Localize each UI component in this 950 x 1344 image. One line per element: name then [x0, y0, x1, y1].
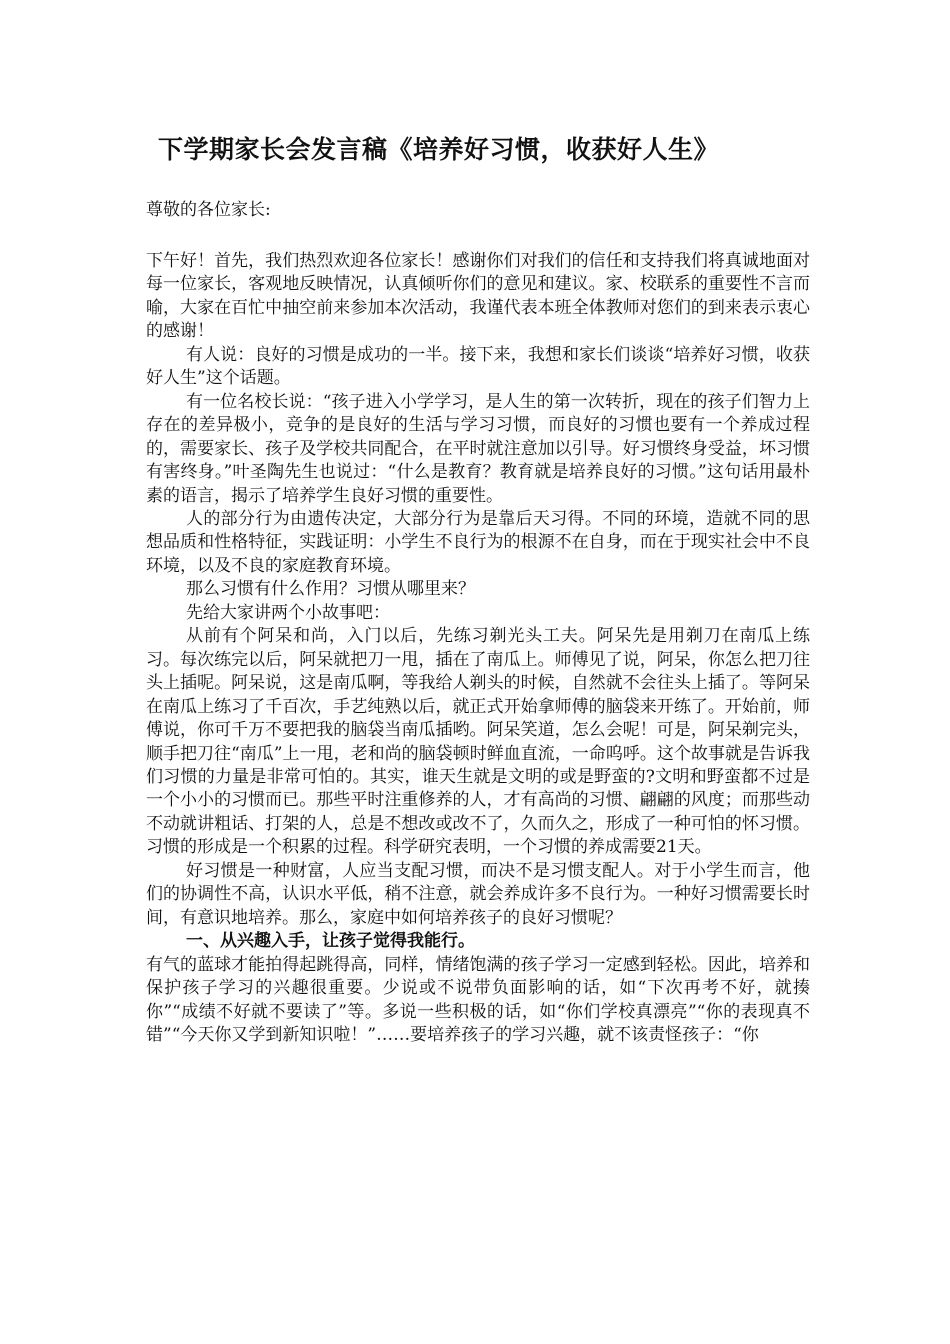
paragraph: 好习惯是一种财富，人应当支配习惯，而决不是习惯支配人。对于小学生而言，他们的协调性不高，认识水平低，稍不注意，就会养成许多不良行为。一种好习惯需要长时间，有意识地培养。那么，家庭中如何培养孩子的良好习惯呢？	[146, 860, 810, 928]
document-page	[146, 132, 810, 1047]
document-title: 下学期家长会发言稿《培养好习惯，收获好人生》	[158, 135, 720, 164]
salutation: 尊敬的各位家长:	[146, 200, 271, 220]
paragraph: 那么习惯有什么作用？习惯从哪里来？	[186, 579, 475, 600]
paragraph: 下午好！首先，我们热烈欢迎各位家长！感谢你们对我们的信任和支持我们将真诚地面对每一位家长，客观地反映情况，认真倾听你们的意见和建议。家、校联系的重要性不言而喻，大家在百忙中抽空前来参加本次活动，我谨代表本班全体教师对您们的到来表示衷心的感谢！	[146, 251, 810, 342]
paragraph: 从前有个阿呆和尚，入门以后，先练习剃光头工夫。阿呆先是用剃刀在南瓜上练习。每次练完以后，阿呆就把刀一甩，插在了南瓜上。师傅见了说，阿呆，你怎么把刀往头上插呢。阿呆说，这是南瓜啊，等我给人剃头的时候，自然就不会往头上插了。等阿呆在南瓜上练习了千百次，手艺纯熟以后，就正式开始拿师傅的脑袋来开练了。开始前，师傅说，你可千万不要把我的脑袋当南瓜插哟。阿呆笑道，怎么会呢！可是，阿呆剃完头，顺手把刀往“南瓜”上一甩，老和尚的脑袋顿时鲜血直流，一命呜呼。这个故事就是告诉我们习惯的力量是非常可怕的。其实，谁天生就是文明的或是野蛮的?文明和野蛮都不过是一个小小的习惯而已。那些平时注重修养的人，才有高尚的习惯、翩翩的风度；而那些动不动就讲粗话、打架的人，总是不想改或改不了，久而久之，形成了一种可怕的怀习惯。习惯的形成是一个积累的过程。科学研究表明，一个习惯的养成需要21天。	[146, 626, 810, 858]
paragraph: 人的部分行为由遗传决定，大部分行为是靠后天习得。不同的环境，造就不同的思想品质和性格特征，实践证明：小学生不良行为的根源不在自身，而在于现实社会中不良环境，以及不良的家庭教育环境。	[146, 508, 810, 576]
paragraph: 有气的蓝球才能拍得起跳得高，同样，情绪饱满的孩子学习一定感到轻松。因此，培养和保护孩子学习的兴趣很重要。少说或不说带负面影响的话，如“下次再考不好，就揍你”“成绩不好就不要读了”等。多说一些积极的话，如“你们学校真漂亮”“你的表现真不错”“今天你又学到新知识啦！”……要培养孩子的学习兴趣，就不该责怪孩子：“你	[146, 954, 810, 1045]
paragraph: 有人说：良好的习惯是成功的一半。接下来，我想和家长们谈谈“培养好习惯，收获好人生”这个话题。	[146, 344, 810, 389]
section-heading: 一、从兴趣入手，让孩子觉得我能行。	[186, 931, 475, 952]
paragraph: 有一位名校长说：“孩子进入小学学习，是人生的第一次转折，现在的孩子们智力上存在的差异极小，竞争的是良好的生活与学习习惯，而良好的习惯也要有一个养成过程的，需要家长、孩子及学校共同配合，在平时就注意加以引导。好习惯终身受益，坏习惯有害终身。”叶圣陶先生也说过：“什么是教育？教育就是培养良好的习惯。”这句话用最朴素的语言，揭示了培养学生良好习惯的重要性。	[146, 391, 810, 506]
document-body	[146, 250, 810, 1047]
paragraph: 先给大家讲两个小故事吧：	[186, 602, 390, 623]
